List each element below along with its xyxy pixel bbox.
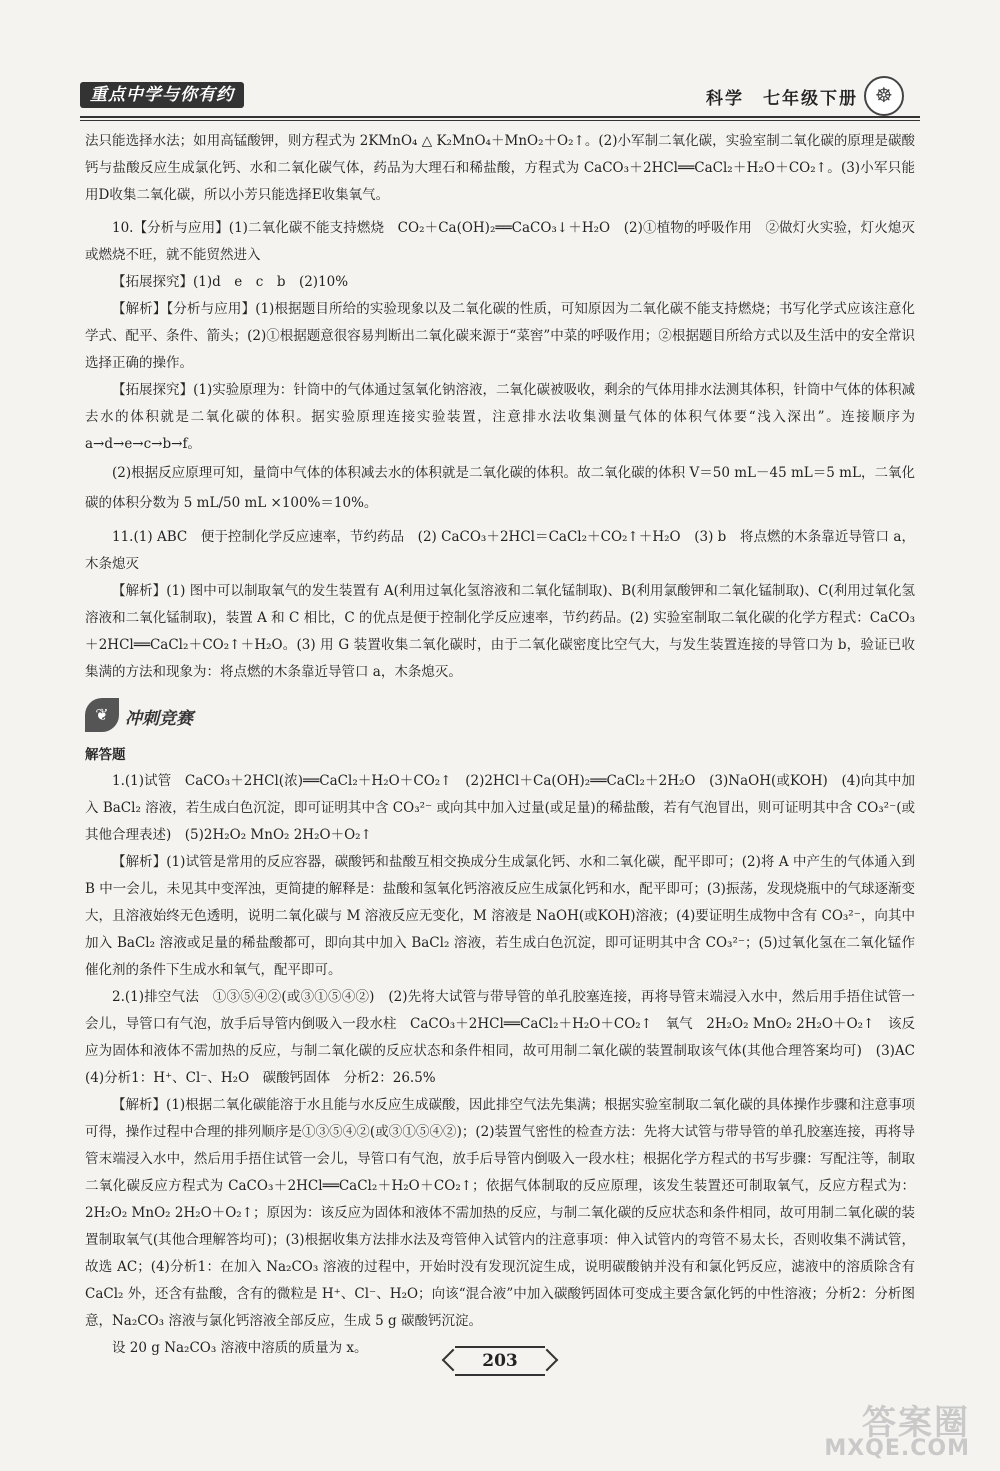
watermark-url: MXQE.COM — [824, 1436, 970, 1461]
answer-q10-extension: 【拓展探究】(1)d e c b (2)10% — [112, 274, 349, 290]
analysis-q10-calculation: (2)根据反应原理可知，量筒中气体的体积减去水的体积就是二氧化碳的体积。故二氧化碳的体积 V＝50 mL－45 mL＝5 mL，二氧化碳的体积分数为 5 mL/50 mL ×100%＝10%。 — [85, 465, 915, 511]
answer-q11: 11.(1) ABC 便于控制化学反应速率，节约药品 (2) CaCO₃＋2HCl＝CaCl₂＋CO₂↑＋H₂O (3) b 将点燃的木条靠近导管口 a，木条熄灭 — [85, 529, 915, 572]
answer-c1: 1.(1)试管 CaCO₃＋2HCl(浓)══CaCl₂＋H₂O＋CO₂↑ (2)2HCl＋Ca(OH)₂══CaCl₂＋2H₂O (3)NaOH(或KOH) (4)向其中加入 BaCl₂ 溶液，若生成白色沉淀，即可证明其中含 CO₃²⁻ 或向其中加入过量(或足量)的稀盐酸，若有气泡冒出，则可证明其中含 CO₃²⁻(或其他合理表述) (5)2H₂O₂ MnO₂ 2H₂O＋O₂↑ — [85, 773, 915, 843]
section-title: 冲刺竞赛 — [125, 709, 193, 729]
series-title: 重点中学与你有约 — [80, 82, 244, 108]
question-type: 解答题 — [85, 747, 126, 763]
answer-c2: 2.(1)排空气法 ①③⑤④②(或③①⑤④②) (2)先将大试管与带导管的单孔胶塞连接，再将导管末端浸入水中，然后用手捂住试管一会儿，导管口有气泡，放手后导管内倒吸入一段水柱 CaCO₃＋2HCl══CaCl₂＋H₂O＋CO₂↑ 氧气 2H₂O₂ MnO₂ 2H₂O＋O₂↑ 该反应为固体和液体不需加热的反应，与制二氧化碳的反应状态和条件相同，故可用制二氧化碳的装置制取该气体(其他合理答案均可) (3)AC (4)分析1：H⁺、Cl⁻、H₂O 碳酸钙固体 分析2：26.5% — [85, 989, 929, 1086]
watermark-logo: 答案圈 — [862, 1403, 970, 1443]
subject-grade: 科学 七年级下册 — [706, 89, 858, 109]
header-rule — [80, 116, 920, 118]
analysis-q10: 【解析】【分析与应用】(1)根据题目所给的实验现象以及二氧化碳的性质，可知原因为二氧化碳不能支持燃烧；书写化学式应该注意化学式、配平、条件、箭头；(2)①根据题意很容易判断出二氧化碳来源于“菜窖”中菜的呼吸作用；②根据题目所给方式以及生活中的安全常识选择正确的操作。 — [85, 301, 915, 371]
page-number: 203 — [455, 1346, 545, 1376]
answer-q10: 10.【分析与应用】(1)二氧化碳不能支持燃烧 CO₂＋Ca(OH)₂══CaCO₃↓＋H₂O (2)①植物的呼吸作用 ②做灯火实验，灯火熄灭或燃烧不旺，就不能贸然进入 — [85, 220, 915, 263]
school-emblem-icon: ☸ — [864, 76, 904, 116]
analysis-c1: 【解析】(1)试管是常用的反应容器，碳酸钙和盐酸互相交换成分生成氯化钙、水和二氧化碳，配平即可；(2)将 A 中产生的气体通入到 B 中一会儿，未见其中变浑浊，更简捷的解释是：盐酸和氢氧化钙溶液反应生成氯化钙和水，配平即可；(3)振荡，发现烧瓶中的气球逐渐变大，且溶液始终无色透明，说明二氧化碳与 M 溶液反应无变化，M 溶液是 NaOH(或KOH)溶液；(4)要证明生成物中含有 CO₃²⁻，向其中加入 BaCl₂ 溶液或足量的稀盐酸都可，即向其中加入 BaCl₂ 溶液，若生成白色沉淀，即可证明其中含 CO₃²⁻；(5)过氧化氢在二氧化锰作催化剂的条件下生成水和氧气，配平即可。 — [85, 854, 915, 978]
calc-setup: 设 20 g Na₂CO₃ 溶液中溶质的质量为 x。 — [112, 1340, 368, 1356]
page-content — [85, 128, 929, 1362]
section-heading — [85, 696, 915, 736]
header-rule-thin — [80, 120, 920, 121]
page-header — [80, 76, 920, 116]
analysis-c2: 【解析】(1)根据二氧化碳能溶于水且能与水反应生成碳酸，因此排空气法先集满；根据实验室制取二氧化碳的具体操作步骤和注意事项可得，操作过程中合理的排列顺序是①③⑤④②(或③①⑤④②)；(2)装置气密性的检查方法：先将大试管与带导管的单孔胶塞连接，再将导管末端浸入水中，然后用手捂住试管一会儿，导管口有气泡，放手后导管内倒吸入一段水柱；根据化学方程式的书写步骤：写配注等，制取二氧化碳反应方程式为 CaCO₃＋2HCl══CaCl₂＋H₂O＋CO₂↑；依据气体制取的反应原理，该发生装置还可制取氧气，反应方程式为：2H₂O₂ MnO₂ 2H₂O＋O₂↑；原因为：该反应为固体和液体不需加热的反应，与制二氧化碳的反应状态和条件相同，故可用制二氧化碳的装置制取氧气(其他合理解答均可)；(3)根据收集方法排水法及弯管伸入试管内的注意事项：伸入试管内的弯管不易太长，否则收集不满试管，故选 AC；(4)分析1：在加入 Na₂CO₃ 溶液的过程中，开始时没有发现沉淀生成，说明碳酸钠并没有和氯化钙反应，滤液中的溶质除含有 CaCl₂ 外，还含有盐酸，含有的微粒是 H⁺、Cl⁻、H₂O；向该“混合液”中加入碳酸钙固体可变成主要含氯化钙的中性溶液；分析2：分析图意，Na₂CO₃ 溶液与氯化钙溶液全部反应，生成 5 g 碳酸钙沉淀。 — [85, 1097, 915, 1329]
analysis-q11: 【解析】(1) 图中可以制取氧气的发生装置有 A(利用过氧化氢溶液和二氧化锰制取)、B(利用氯酸钾和二氧化锰制取)、C(利用过氧化氢溶液和二氧化锰制取)，装置 A 和 C 相比，C 的优点是便于控制化学反应速率，节约药品。(2) 实验室制取二氧化碳的化学方程式：CaCO₃＋2HCl══CaCl₂＋CO₂↑＋H₂O。(3) 用 G 装置收集二氧化碳时，由于二氧化碳密度比空气大，与发生装置连接的导管口为 b，验证已收集满的方法和现象为：将点燃的木条靠近导管口 a，木条熄灭。 — [85, 583, 915, 680]
paragraph-continuation: 法只能选择水法；如用高锰酸钾，则方程式为 2KMnO₄ △ K₂MnO₄＋MnO₂＋O₂↑。(2)小军制二氧化碳，实验室制二氧化碳的原理是碳酸钙与盐酸反应生成氯化钙、水和二氧化碳气体，药品为大理石和稀盐酸，方程式为 CaCO₃＋2HCl══CaCl₂＋H₂O＋CO₂↑。(3)小军只能用D收集二氧化碳，所以小芳只能选择E收集氧气。 — [85, 133, 915, 203]
leaf-icon: ❦ — [85, 698, 119, 732]
analysis-q10-extension: 【拓展探究】(1)实验原理为：针筒中的气体通过氢氧化钠溶液，二氧化碳被吸收，剩余的气体用排水法测其体积，针筒中气体的体积减去水的体积就是二氧化碳的体积。据实验原理连接实验装置，注意排水法收集测量气体的体积气体要“浅入深出”。连接顺序为 a→d→e→c→b→f。 — [85, 382, 915, 452]
